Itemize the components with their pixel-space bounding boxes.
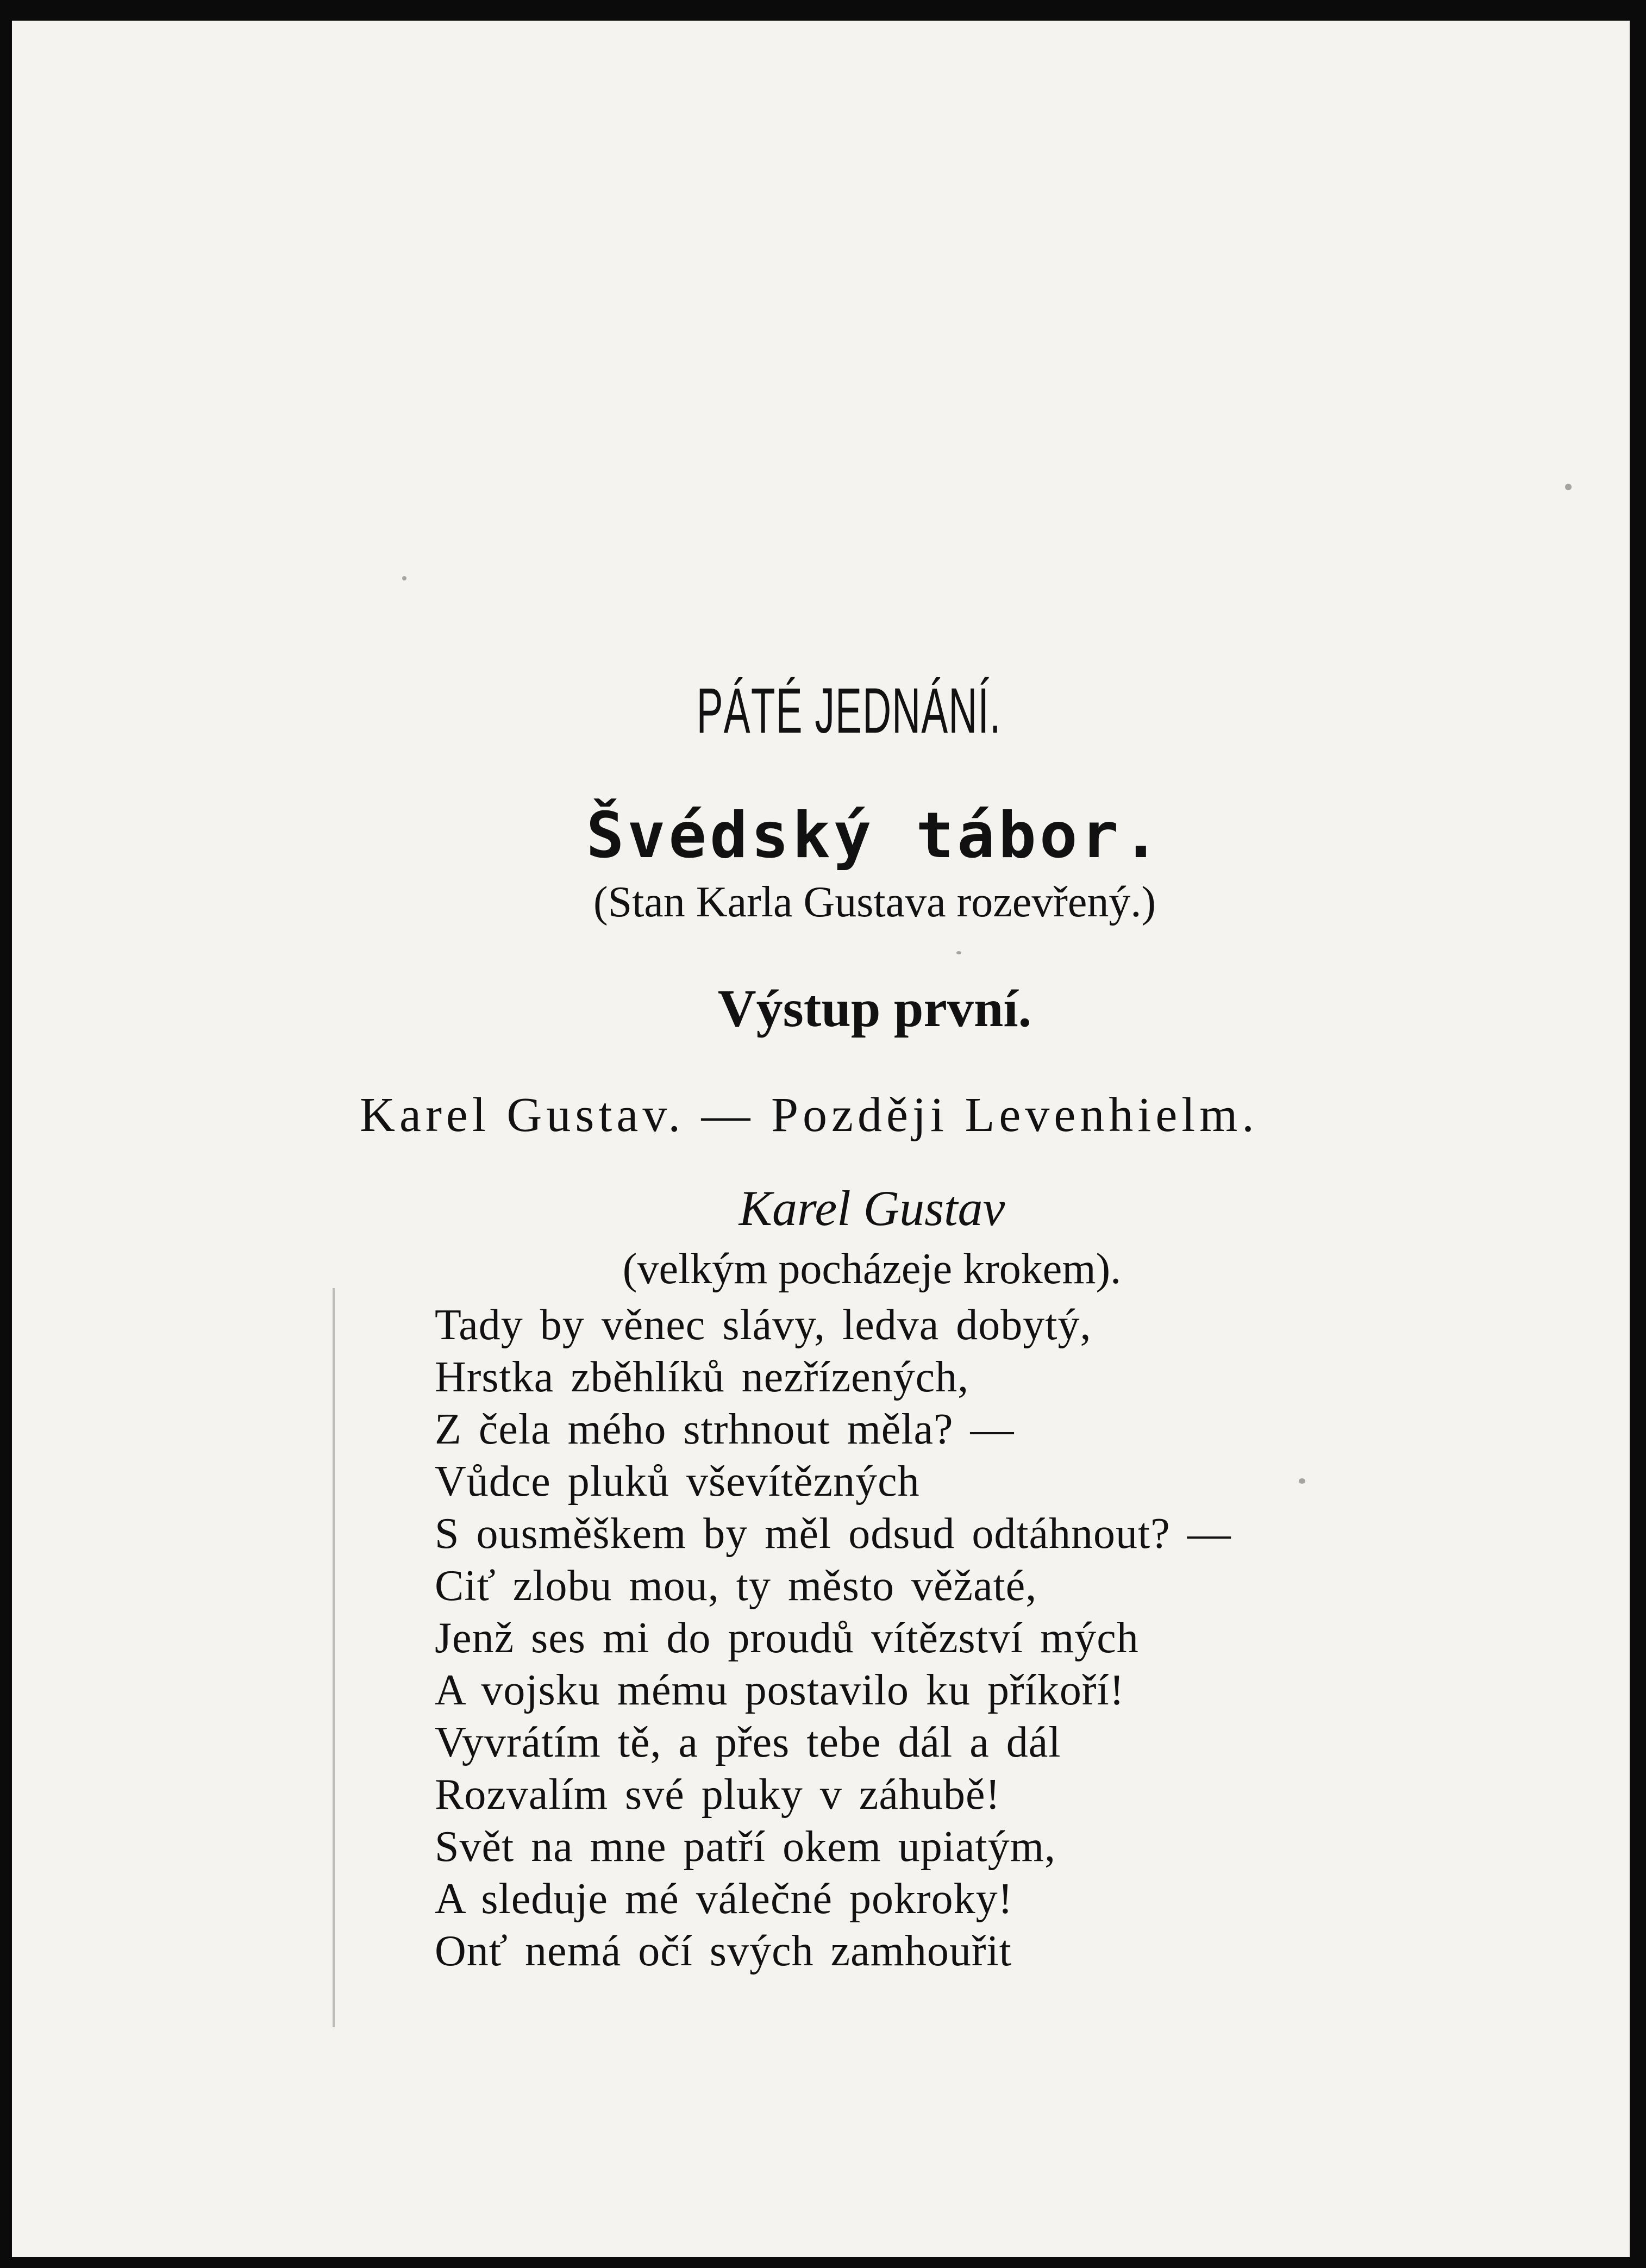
character-list: Karel Gustav. — Později Levenhielm. <box>360 1088 1259 1142</box>
verse-line: Onť nemá očí svých zamhouřit <box>435 1927 1012 1975</box>
scan-border-bottom <box>0 2257 1646 2268</box>
paper-speck <box>956 951 961 954</box>
speech-stage-direction: (velkým pocházeje krokem). <box>622 1245 1122 1293</box>
act-title: PÁTÉ JEDNÁNÍ. <box>696 675 1002 747</box>
verse-line: S ousměškem by měl odsud odtáhnout? — <box>435 1510 1231 1558</box>
paper-speck <box>1299 1478 1305 1484</box>
verse-list <box>435 1299 1231 1977</box>
verse-line: Z čela mého strhnout měla? — <box>435 1405 1015 1453</box>
scan-border-right <box>1630 0 1646 2268</box>
verse-line: Jenž ses mi do proudů vítězství mých <box>435 1614 1139 1662</box>
section-title: Výstup první. <box>717 979 1032 1038</box>
verse-line: Hrstka zběhlíků nezřízených, <box>435 1353 969 1401</box>
verse-line: Rozvalím své pluky v záhubě! <box>435 1771 1001 1819</box>
paper-speck <box>1565 484 1572 490</box>
margin-line <box>333 1288 335 2027</box>
scene-stage-direction: (Stan Karla Gustava rozevřený.) <box>593 878 1156 926</box>
verse-line: A vojsku mému postavilo ku příkoří! <box>435 1666 1125 1714</box>
scan-border-top <box>0 0 1646 21</box>
speaker-name: Karel Gustav <box>738 1180 1005 1236</box>
verse-line: Ciť zlobu mou, ty město věžaté, <box>435 1562 1037 1610</box>
scene-title: Švédský tábor. <box>586 799 1163 872</box>
verse-line: Vůdce pluků vševítězných <box>435 1458 920 1505</box>
verse-line: Svět na mne patří okem upiatým, <box>435 1823 1056 1871</box>
scan-border-left <box>0 0 12 2268</box>
verse-line: A sleduje mé válečné pokroky! <box>435 1875 1013 1923</box>
verse-line: Tady by věnec slávy, ledva dobytý, <box>435 1301 1092 1349</box>
verse-line: Vyvrátím tě, a přes tebe dál a dál <box>435 1719 1061 1766</box>
paper-speck <box>402 576 406 580</box>
